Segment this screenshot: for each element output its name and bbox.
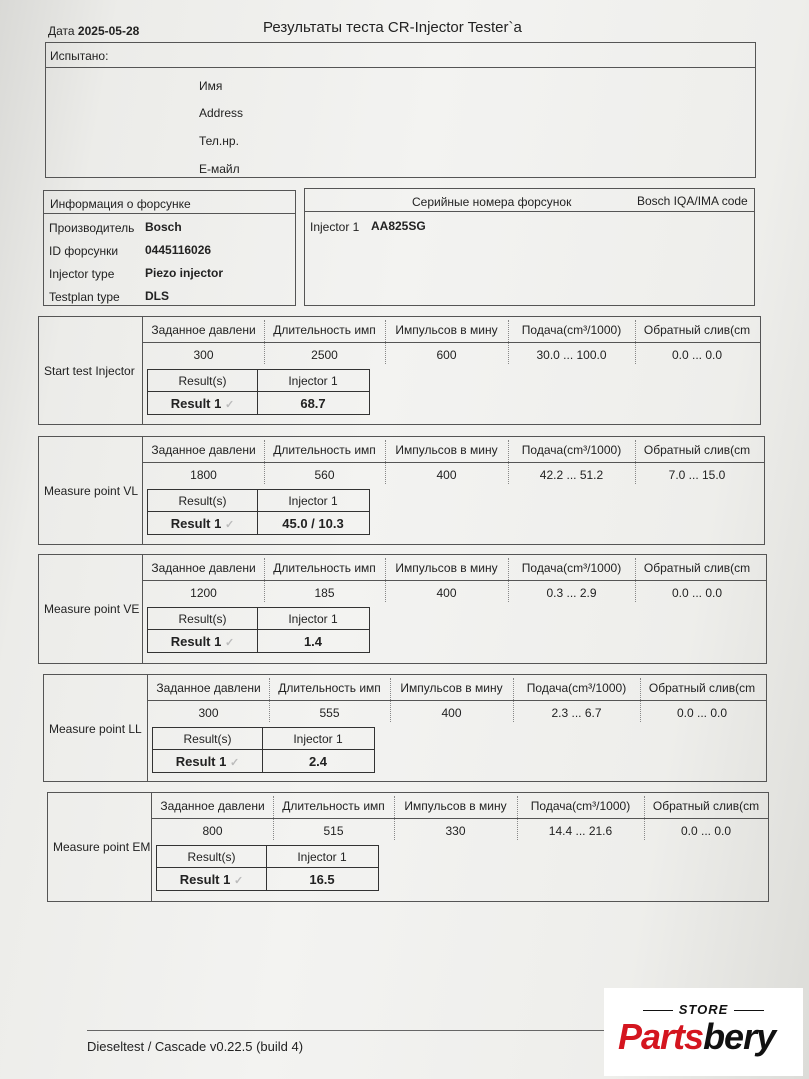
result-row-label: Result 1 ✓ <box>170 634 235 649</box>
column-header: Длительность имп <box>273 443 376 457</box>
injector-type-label: Injector type <box>49 267 115 281</box>
test-value: 7.0 ... 15.0 <box>668 468 726 482</box>
test-value: 14.4 ... 21.6 <box>548 824 613 838</box>
test-value: 400 <box>436 468 457 482</box>
tested-name-label: Имя <box>199 79 223 93</box>
test-block-start-test-injector <box>38 316 761 425</box>
test-block-measure-point-vl <box>38 436 765 545</box>
test-value: 2.3 ... 6.7 <box>551 706 602 720</box>
test-value: 42.2 ... 51.2 <box>539 468 604 482</box>
serials-section <box>304 188 755 306</box>
test-value: 2500 <box>311 348 338 362</box>
column-header: Обратный слив(cm <box>648 681 756 695</box>
result-table <box>147 607 370 653</box>
result-value: 16.5 <box>309 872 335 887</box>
check-icon: ✓ <box>224 399 235 411</box>
test-value: 0.0 ... 0.0 <box>671 348 723 362</box>
column-header: Обратный слив(cm <box>652 799 760 813</box>
test-name: Measure point VE <box>44 602 140 616</box>
result-table <box>147 489 370 535</box>
column-header: Подача(cm³/1000) <box>521 561 622 575</box>
column-header: Заданное давлени <box>151 323 256 337</box>
result-header-results: Result(s) <box>178 374 227 388</box>
result-row-label: Result 1 ✓ <box>175 754 240 769</box>
column-header: Обратный слив(cm <box>643 323 751 337</box>
test-value: 555 <box>319 706 340 720</box>
test-name: Measure point LL <box>49 722 142 736</box>
injector-id-value: 0445116026 <box>145 243 212 257</box>
test-value: 0.0 ... 0.0 <box>671 586 723 600</box>
test-value: 600 <box>436 348 457 362</box>
partsbery-logo <box>604 988 803 1076</box>
manufacturer-label: Производитель <box>49 221 135 235</box>
column-header: Импульсов в мину <box>400 681 503 695</box>
result-header-injector: Injector 1 <box>288 612 338 626</box>
serials-code-title: Bosch IQA/IMA code <box>637 194 748 208</box>
column-header: Заданное давлени <box>151 561 256 575</box>
test-value: 400 <box>436 586 457 600</box>
report-date-value: 2025-05-28 <box>77 24 140 38</box>
test-block-measure-point-ve <box>38 554 767 664</box>
result-header-injector: Injector 1 <box>288 374 338 388</box>
logo-brand-text: Partsbery <box>618 1016 776 1057</box>
column-header: Обратный слив(cm <box>643 561 751 575</box>
tested-email-label: E-майл <box>199 162 240 176</box>
result-table <box>147 369 370 415</box>
test-value: 0.0 ... 0.0 <box>680 824 732 838</box>
test-value: 1800 <box>190 468 217 482</box>
test-block-measure-point-ll <box>43 674 767 782</box>
tested-section <box>45 42 756 178</box>
result-header-injector: Injector 1 <box>293 732 343 746</box>
column-header: Заданное давлени <box>160 799 265 813</box>
result-value: 45.0 / 10.3 <box>282 516 344 531</box>
serials-injector-label: Injector 1 <box>310 220 360 234</box>
column-header: Импульсов в мину <box>395 561 498 575</box>
column-header: Длительность имп <box>273 323 376 337</box>
test-value: 515 <box>323 824 344 838</box>
check-icon: ✓ <box>224 637 235 649</box>
column-header: Импульсов в мину <box>404 799 507 813</box>
report-title: Результаты теста CR-Injector Tester`a <box>263 19 522 36</box>
test-value: 400 <box>441 706 462 720</box>
result-value: 1.4 <box>303 634 323 649</box>
testplan-type-value: DLS <box>145 289 169 303</box>
injector-type-value: Piezo injector <box>145 266 224 280</box>
column-header: Подача(cm³/1000) <box>521 323 622 337</box>
result-row-label: Result 1 ✓ <box>170 396 235 411</box>
result-table <box>152 727 375 773</box>
test-name: Measure point VL <box>44 484 139 498</box>
column-header: Заданное давлени <box>156 681 261 695</box>
test-value: 185 <box>314 586 335 600</box>
test-value: 1200 <box>190 586 217 600</box>
column-header: Подача(cm³/1000) <box>521 443 622 457</box>
test-block-measure-point-em <box>47 792 769 902</box>
result-row-label: Result 1 ✓ <box>179 872 244 887</box>
test-value: 560 <box>314 468 335 482</box>
serials-injector-serial: AA825SG <box>371 219 426 233</box>
result-header-results: Result(s) <box>178 612 227 626</box>
column-header: Обратный слив(cm <box>643 443 751 457</box>
test-name: Measure point EM <box>53 840 151 854</box>
check-icon: ✓ <box>229 757 240 769</box>
injector-id-label: ID форсунки <box>49 244 119 258</box>
report-date: Дата 2025-05-28 <box>48 24 140 38</box>
result-value: 2.4 <box>308 754 328 769</box>
column-header: Подача(cm³/1000) <box>530 799 631 813</box>
test-value: 330 <box>445 824 466 838</box>
column-header: Подача(cm³/1000) <box>526 681 627 695</box>
column-header: Импульсов в мину <box>395 323 498 337</box>
test-name: Start test Injector <box>44 364 135 378</box>
injector-info-section <box>43 190 296 306</box>
manufacturer-value: Bosch <box>145 220 182 234</box>
tested-phone-label: Тел.нр. <box>199 134 239 148</box>
result-value: 68.7 <box>300 396 326 411</box>
column-header: Длительность имп <box>273 561 376 575</box>
column-header: Заданное давлени <box>151 443 256 457</box>
result-header-results: Result(s) <box>178 494 227 508</box>
test-value: 0.3 ... 2.9 <box>546 586 597 600</box>
test-value: 800 <box>202 824 223 838</box>
result-row-label: Result 1 ✓ <box>170 516 235 531</box>
result-table <box>156 845 379 891</box>
test-value: 300 <box>198 706 219 720</box>
tested-address-label: Address <box>199 106 244 120</box>
injector-info-title: Информация о форсунке <box>50 197 191 211</box>
column-header: Импульсов в мину <box>395 443 498 457</box>
test-value: 300 <box>193 348 214 362</box>
footer-version: Dieseltest / Cascade v0.22.5 (build 4) <box>87 1039 304 1054</box>
result-header-results: Result(s) <box>183 732 232 746</box>
tested-title: Испытано: <box>50 49 109 63</box>
column-header: Длительность имп <box>282 799 385 813</box>
column-header: Длительность имп <box>278 681 381 695</box>
testplan-type-label: Testplan type <box>49 290 120 304</box>
result-header-injector: Injector 1 <box>297 850 347 864</box>
result-header-injector: Injector 1 <box>288 494 338 508</box>
test-value: 30.0 ... 100.0 <box>536 348 607 362</box>
check-icon: ✓ <box>224 519 235 531</box>
test-value: 0.0 ... 0.0 <box>676 706 728 720</box>
result-header-results: Result(s) <box>187 850 236 864</box>
check-icon: ✓ <box>233 875 244 887</box>
logo-store-text: STORE <box>604 1002 803 1017</box>
serials-title: Серийные номера форсунок <box>412 195 572 209</box>
